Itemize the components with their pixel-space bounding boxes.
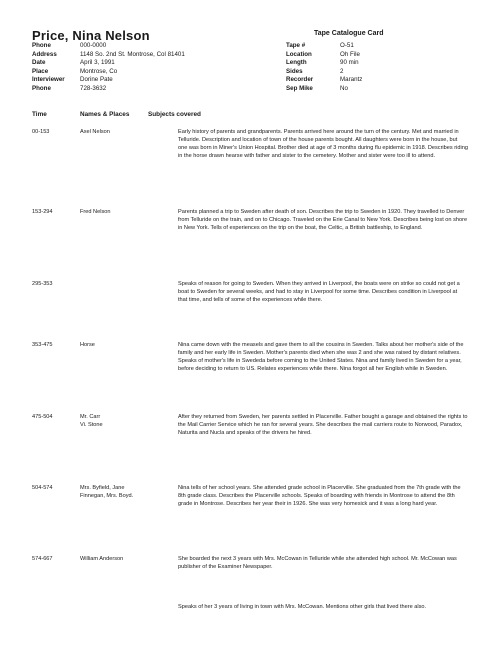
detail-label: Interviewer <box>32 76 65 84</box>
detail-label: Place <box>32 67 49 75</box>
entry-time: 475-504 <box>32 414 53 420</box>
tape-label: Sides <box>286 67 303 75</box>
detail-value: Montrose, Co <box>80 67 118 75</box>
entry-subjects: Parents planned a trip to Sweden after death of son. Describes the trip to Sweden in 1920. They travelled to Denver from Telluride on the train, and on to Chicago. Traveled on the Erie Canal to New York. Describes being lost on shore in New York. Tells of experiences on the trip on the boat, the Celtic, a British battleship, to England. <box>178 209 468 232</box>
detail-label: Date <box>32 59 46 67</box>
entry-subjects: Speaks of her 3 years of living in town with Mrs. McCowan. Mentions other girls that lived there also. <box>178 604 427 610</box>
tape-label: Recorder <box>286 76 314 84</box>
entry-time: 295-353 <box>32 281 53 287</box>
entry-subjects: She boarded the next 3 years with Mrs. McCowan in Telluride while she attended high school. Mr. McCowan was publisher of the Examiner Newspaper. <box>178 556 457 571</box>
detail-row <box>32 85 260 94</box>
tape-label: Location <box>286 50 312 58</box>
detail-row <box>32 68 260 77</box>
entry-time: 00-153 <box>32 129 50 135</box>
detail-label: Phone <box>32 84 51 92</box>
detail-label: Address <box>32 50 57 58</box>
detail-row <box>32 76 260 85</box>
entry-names: Mrs. Byfield, Jane Finnegan, Mrs. Boyd. <box>80 485 134 500</box>
tape-row <box>286 51 420 60</box>
entry-names: Horse <box>80 342 95 348</box>
tape-value: Oh File <box>340 50 360 58</box>
tape-row <box>286 68 420 77</box>
tape-value: No <box>340 84 348 92</box>
entry-names: Mr. Carr Vi. Stone <box>80 414 103 429</box>
detail-value: 000-0000 <box>80 42 107 49</box>
tape-value: 2 <box>340 67 344 75</box>
interviewee-name: Price, Nina Nelson <box>32 28 150 43</box>
entry-subjects: Speaks of reason for going to Sweden. When they arrived in Liverpool, the boats were on strike so could not get a boat to Sweden for several weeks, and had to stay in Liverpool for some time. Describes condition in Liverpool at that time, and tells of some of the experiences while there. <box>178 281 460 304</box>
entry-time: 153-294 <box>32 209 53 215</box>
tape-row <box>286 59 420 68</box>
interview-details <box>32 42 260 94</box>
detail-row <box>32 42 260 51</box>
entry-subjects: Nina tells of her school years. She attended grade school in Placerville. She graduated from the 7th grade with the 8th grade class. Describes the Placerville schools. Speaks of boarding with friends in Montrose to attend the 8th grade in Montrose. Describes her year their in 1926. She was very homesick and it was a long hard year. <box>178 485 461 508</box>
entry-subjects: After they returned from Sweden, her parents settled in Placerville. Father bought a garage and obtained the rights to the Mail Carrier Service which he ran for several years. She describes the mail carriers route to Norwood, Paradox, Naturita and Nucla and speaks of the drivers he hired. <box>178 414 468 437</box>
entry-time: 353-475 <box>32 342 53 348</box>
column-header-time: Time <box>32 111 47 118</box>
tape-row <box>286 76 420 85</box>
detail-value: 728-3632 <box>80 84 107 92</box>
tape-details <box>286 42 420 94</box>
detail-value: Dorine Pate <box>80 76 113 84</box>
entry-subjects: Early history of parents and grandparents. Parents arrived here around the turn of the century. Met and married in Telluride. Description and location of town of the house parents bought. All daughters were born in the house, but one was born in Miner's Union Hospital. Brother died at age of 3 months during flu epidemic in 1918. Describes riding in the horse drawn hearse with father and sister to the cemetery. Mother and sister were too ill to attend. <box>178 129 468 160</box>
detail-value: 1148 So. 2nd St. Montrose, Col 81401 <box>80 50 185 58</box>
entry-time: 574-667 <box>32 556 53 562</box>
column-header-names: Names & Places <box>80 111 130 118</box>
tape-label: Sep Mike <box>286 84 313 92</box>
tape-value: Marantz <box>340 76 363 84</box>
entry-time: 504-574 <box>32 485 53 491</box>
detail-row <box>32 59 260 68</box>
column-header-subjects: Subjects covered <box>148 111 201 118</box>
detail-label: Phone <box>32 42 51 49</box>
tape-label: Tape # <box>286 42 306 49</box>
entry-names: Axel Nelson <box>80 129 110 135</box>
entry-names: William Anderson <box>80 556 124 562</box>
detail-value: April 3, 1991 <box>80 59 115 67</box>
tape-value: 90 min <box>340 59 359 67</box>
tape-row <box>286 85 420 94</box>
detail-row <box>32 51 260 60</box>
tape-value: O-51 <box>340 42 354 49</box>
entry-names: Fred Nelson <box>80 209 111 215</box>
card-title: Tape Catalogue Card <box>314 30 384 37</box>
tape-label: Length <box>286 59 307 67</box>
tape-row <box>286 42 420 51</box>
entry-subjects: Nina came down with the measels and gave them to all the cousins in Sweden. Talks about her mother's side of the family and her early life in Sweden. Mother's parents died when she was 2 and she was raised by distant relatives. Speaks of mother's life in Swededa before coming to the United States. Nina and family lived in Sweden for a year, before deciding to return to US. Relates experiences while there. Nina forgot all her English while in Sweden. <box>178 342 464 373</box>
